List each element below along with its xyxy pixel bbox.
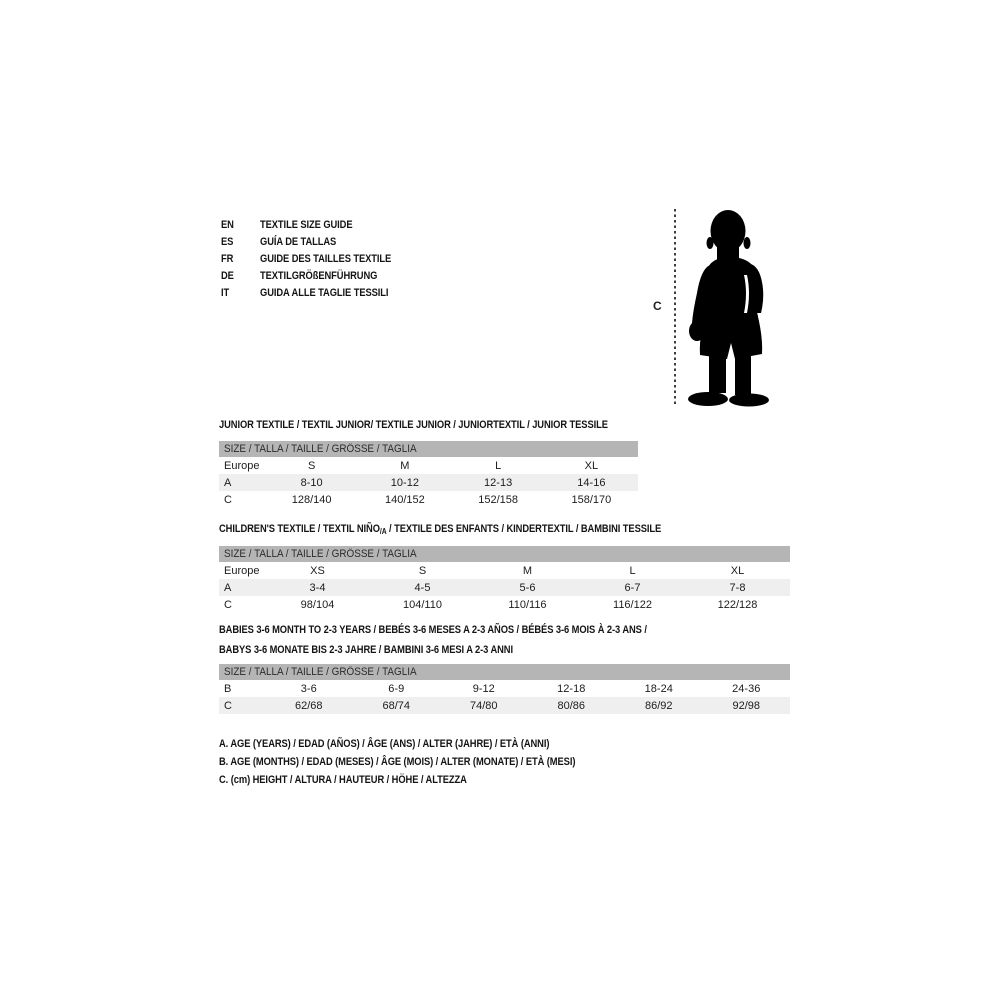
table-row: [219, 579, 790, 596]
row-label: A: [224, 581, 232, 594]
language-label: TEXTILGRÖßENFÜHRUNG: [260, 269, 378, 282]
table-cell: 8-10: [300, 476, 323, 489]
table-cell: 6-9: [388, 682, 405, 695]
row-label: C: [224, 598, 232, 611]
babies-size-table: [219, 664, 790, 714]
row-label: C: [224, 493, 232, 506]
table-cell: S: [418, 564, 427, 577]
language-label: TEXTILE SIZE GUIDE: [260, 218, 353, 231]
language-code: ES: [221, 235, 234, 248]
section-title: BABIES 3-6 MONTH TO 2-3 YEARS / BEBÉS 3-6 MESES A 2-3 AÑOS / BÉBÉS 3-6 MOIS À 2-3 ANS / BABYS 3-6 MONATE BIS 2-3 JAHRE / BAMBINI 3-6 MESI A 2-3 ANNI: [219, 624, 647, 656]
table-cell: 98/104: [300, 598, 335, 611]
childrens-size-table: [219, 546, 790, 613]
table-cell: 18-24: [644, 682, 673, 695]
language-label: GUIDA ALLE TAGLIE TESSILI: [260, 286, 389, 299]
language-label: GUÍA DE TALLAS: [260, 235, 337, 248]
table-cell: 80/86: [557, 699, 586, 712]
table-cell: 104/110: [403, 598, 442, 611]
table-cell: 12-18: [557, 682, 586, 695]
legend-footnotes: [219, 735, 638, 789]
table-cell: 86/92: [644, 699, 673, 712]
language-code: DE: [221, 269, 234, 282]
language-row-fr: [221, 250, 414, 267]
table-cell: S: [307, 459, 316, 472]
section-title: CHILDREN'S TEXTILE / TEXTIL $NIÑO_{/A}$ / TEXTILE DES ENFANTS / KINDERTEXTIL / BAMBINI TESSILE: [219, 523, 662, 536]
table-row: [219, 562, 790, 579]
table-row: [219, 596, 790, 613]
row-label: C: [224, 699, 232, 712]
section-childrens-textile: [219, 521, 790, 613]
table-cell: 62/68: [294, 699, 323, 712]
language-row-it: [221, 284, 414, 301]
table-cell: 116/122: [613, 598, 652, 611]
table-cell: 6-7: [624, 581, 641, 594]
size-header-bar: SIZE / TALLA / TAILLE / GRÖSSE / TAGLIA: [219, 441, 638, 457]
table-cell: 7-8: [729, 581, 746, 594]
height-measure-line: [674, 209, 676, 407]
table-row: [219, 457, 638, 474]
table-row: [219, 680, 790, 697]
table-cell: 10-12: [390, 476, 419, 489]
language-label: GUIDE DES TAILLES TEXTILE: [260, 252, 392, 265]
height-label: C: [653, 299, 662, 313]
language-code: FR: [221, 252, 234, 265]
size-header-bar: SIZE / TALLA / TAILLE / GRÖSSE / TAGLIA: [219, 546, 790, 562]
table-cell: 128/140: [291, 493, 332, 506]
title-subscript: /A: [379, 527, 387, 536]
junior-size-table: [219, 441, 638, 508]
table-cell: XL: [584, 459, 599, 472]
table-cell: 122/128: [717, 598, 758, 611]
table-cell: 158/170: [571, 493, 612, 506]
language-row-en: [221, 216, 414, 233]
table-cell: 140/152: [384, 493, 425, 506]
section-title: JUNIOR TEXTILE / TEXTIL JUNIOR/ TEXTILE JUNIOR / JUNIORTEXTIL / JUNIOR TESSILE: [219, 418, 608, 431]
table-cell: 12-13: [484, 476, 513, 489]
row-label: Europe: [224, 459, 260, 472]
table-cell: 14-16: [577, 476, 606, 489]
table-row: [219, 474, 638, 491]
toddler-silhouette-icon: [683, 201, 778, 407]
row-label: Europe: [224, 564, 260, 577]
table-cell: 3-4: [309, 581, 326, 594]
table-cell: 74/80: [469, 699, 498, 712]
footnote-age-months: B. AGE (MONTHS) / EDAD (MESES) / ÂGE (MOIS) / ALTER (MONATE) / ETÀ (MESI): [219, 756, 576, 768]
table-cell: 68/74: [382, 699, 411, 712]
table-cell: 5-6: [519, 581, 536, 594]
language-row-de: [221, 267, 414, 284]
row-label: B: [224, 682, 232, 695]
table-cell: 24-36: [732, 682, 761, 695]
table-cell: XL: [730, 564, 745, 577]
table-cell: 110/116: [508, 598, 547, 611]
table-cell: 9-12: [472, 682, 495, 695]
table-cell: M: [400, 459, 410, 472]
language-code: EN: [221, 218, 234, 231]
section-junior-textile: [219, 416, 638, 508]
table-cell: L: [495, 459, 502, 472]
table-cell: 152/158: [478, 493, 518, 506]
table-cell: L: [629, 564, 636, 577]
footnote-age-years: A. AGE (YEARS) / EDAD (AÑOS) / ÂGE (ANS) / ALTER (JAHRE) / ETÀ (ANNI): [219, 738, 550, 750]
row-label: A: [224, 476, 232, 489]
section-babies-textile: [219, 620, 790, 714]
footnote-height-cm: C. (cm) HEIGHT / ALTURA / HAUTEUR / HÖHE / ALTEZZA: [219, 774, 467, 786]
table-cell: 4-5: [414, 581, 431, 594]
table-row: [219, 697, 790, 714]
table-cell: 92/98: [732, 699, 761, 712]
language-code: IT: [221, 286, 230, 299]
table-cell: 3-6: [300, 682, 317, 695]
language-row-es: [221, 233, 414, 250]
table-row: [219, 491, 638, 508]
language-title-list: [221, 216, 414, 301]
size-header-bar: SIZE / TALLA / TAILLE / GRÖSSE / TAGLIA: [219, 664, 790, 680]
table-cell: M: [522, 564, 533, 577]
table-cell: XS: [310, 564, 325, 577]
